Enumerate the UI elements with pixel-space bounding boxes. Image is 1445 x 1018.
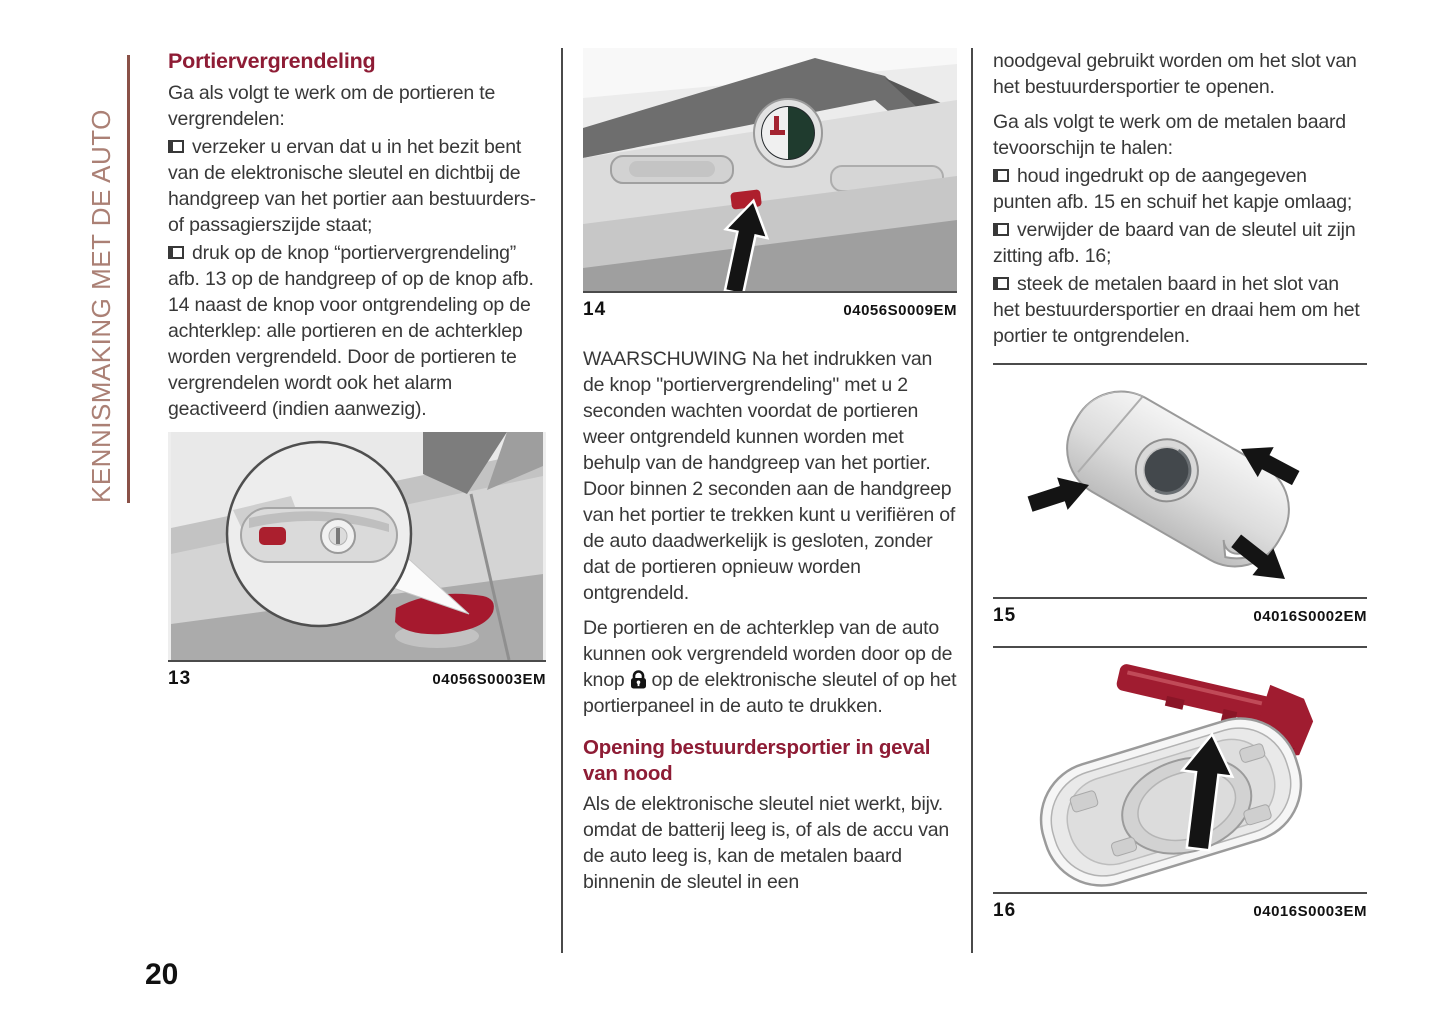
list-item xyxy=(993,271,1367,349)
figure-rule xyxy=(583,291,957,293)
page-number: 20 xyxy=(145,958,179,991)
checkbox-bullet-icon xyxy=(993,223,1009,236)
list-item xyxy=(168,240,546,422)
checkbox-bullet-icon xyxy=(993,277,1009,290)
paragraph-with-lock-icon xyxy=(583,615,957,719)
paragraph: Ga als volgt te werk om de metalen baard tevoorschijn te halen: xyxy=(993,111,1346,159)
list-item-text: houd ingedrukt op de aangegeven punten afb. 15 en schuif het kapje omlaag; xyxy=(993,165,1353,213)
figure-15 xyxy=(993,363,1367,630)
paragraph: Als de elektronische sleutel niet werkt, bijv. omdat de batterij leeg is, of als de accu van de auto leeg is, kan de metalen baard binnenin de sleutel in een xyxy=(583,793,950,893)
checkbox-bullet-icon xyxy=(168,140,184,153)
list-item-text: verwijder de baard van de sleutel uit zijn zitting afb. 16; xyxy=(993,219,1356,267)
key-fob-illustration xyxy=(993,367,1367,597)
warning-paragraph: WAARSCHUWING Na het indrukken van de knop "portiervergrendeling" met u 2 seconden wachten voordat de portieren weer ontgrendeld kunnen worden met behulp van de handgreep van het portier. Door binnen 2 seconden aan de handgreep van het portier te trekken kunt u verifiëren of de auto daadwerkelijk is gesloten, zonder dat de portieren opnieuw worden ontgrendeld. xyxy=(583,348,956,604)
figure-14 xyxy=(583,48,957,324)
figure-rule xyxy=(993,646,1367,648)
handle-lock-button xyxy=(259,527,286,545)
list-item-text: steek de metalen baard in het slot van het bestuurdersportier en draai hem om het portier te ontgrendelen. xyxy=(993,273,1360,347)
figure-caption xyxy=(993,603,1367,630)
door-handle-illustration xyxy=(168,432,546,660)
figure-16 xyxy=(993,646,1367,925)
figure-caption xyxy=(168,666,546,693)
list-item-text: druk op de knop “portiervergrendeling” afb. 13 op de handgreep of op de knop afb. 14 naast de knop voor ontgrendeling op de achterklep: alle portieren en de achterklep worden vergrendeld. Door de portieren te vergrendelen wordt ook het alarm geactiveerd (indien aanwezig). xyxy=(168,242,534,420)
figure-number: 16 xyxy=(993,900,1017,921)
figure-number: 15 xyxy=(993,605,1017,626)
figure-rule xyxy=(168,660,546,662)
list-item xyxy=(993,163,1367,215)
figure-number: 14 xyxy=(583,299,607,320)
figure-code: 04056S0003EM xyxy=(432,671,546,688)
alfa-romeo-badge-icon xyxy=(754,99,822,167)
figure-code: 04016S0003EM xyxy=(1253,903,1367,920)
key-blade-removal-illustration xyxy=(993,650,1367,892)
column-right xyxy=(993,48,1367,925)
list-item xyxy=(168,134,546,238)
column-separator xyxy=(561,48,563,953)
figure-13 xyxy=(168,432,546,693)
column-middle xyxy=(583,48,957,904)
list-item xyxy=(993,217,1367,269)
checkbox-bullet-icon xyxy=(993,169,1009,182)
figure-code: 04016S0002EM xyxy=(1253,608,1367,625)
paragraph-text: op de elektronische sleutel of op het portierpaneel in de auto te drukken. xyxy=(583,669,957,717)
figure-number: 13 xyxy=(168,668,192,689)
section-subheading: Opening bestuurdersportier in geval van nood xyxy=(583,736,931,785)
section-heading: Portiervergrendeling xyxy=(168,49,376,73)
checkbox-bullet-icon xyxy=(168,246,184,259)
figure-code: 04056S0009EM xyxy=(843,302,957,319)
list-item-text: verzeker u ervan dat u in het bezit bent van de elektronische sleutel en dichtbij de handgreep van het portier aan bestuurders- of passagierszijde staat; xyxy=(168,136,536,236)
figure-caption xyxy=(993,898,1367,925)
lock-icon xyxy=(630,670,647,689)
sidebar-rule xyxy=(127,55,130,503)
column-separator xyxy=(971,48,973,953)
paragraph: Ga als volgt te werk om de portieren te vergrendelen: xyxy=(168,82,496,130)
figure-caption xyxy=(583,297,957,324)
figure-rule xyxy=(993,892,1367,894)
paragraph: noodgeval gebruikt worden om het slot van het bestuurdersportier te openen. xyxy=(993,50,1357,98)
chapter-sidebar-label: KENNISMAKING MET DE AUTO xyxy=(86,109,116,503)
column-left xyxy=(168,48,546,693)
paragraph-text: De portieren en de achterklep van de auto kunnen ook vergrendeld worden door op de knop xyxy=(583,617,953,691)
figure-rule xyxy=(993,363,1367,365)
trunk-lock-button-illustration xyxy=(583,48,957,291)
figure-rule xyxy=(993,597,1367,599)
